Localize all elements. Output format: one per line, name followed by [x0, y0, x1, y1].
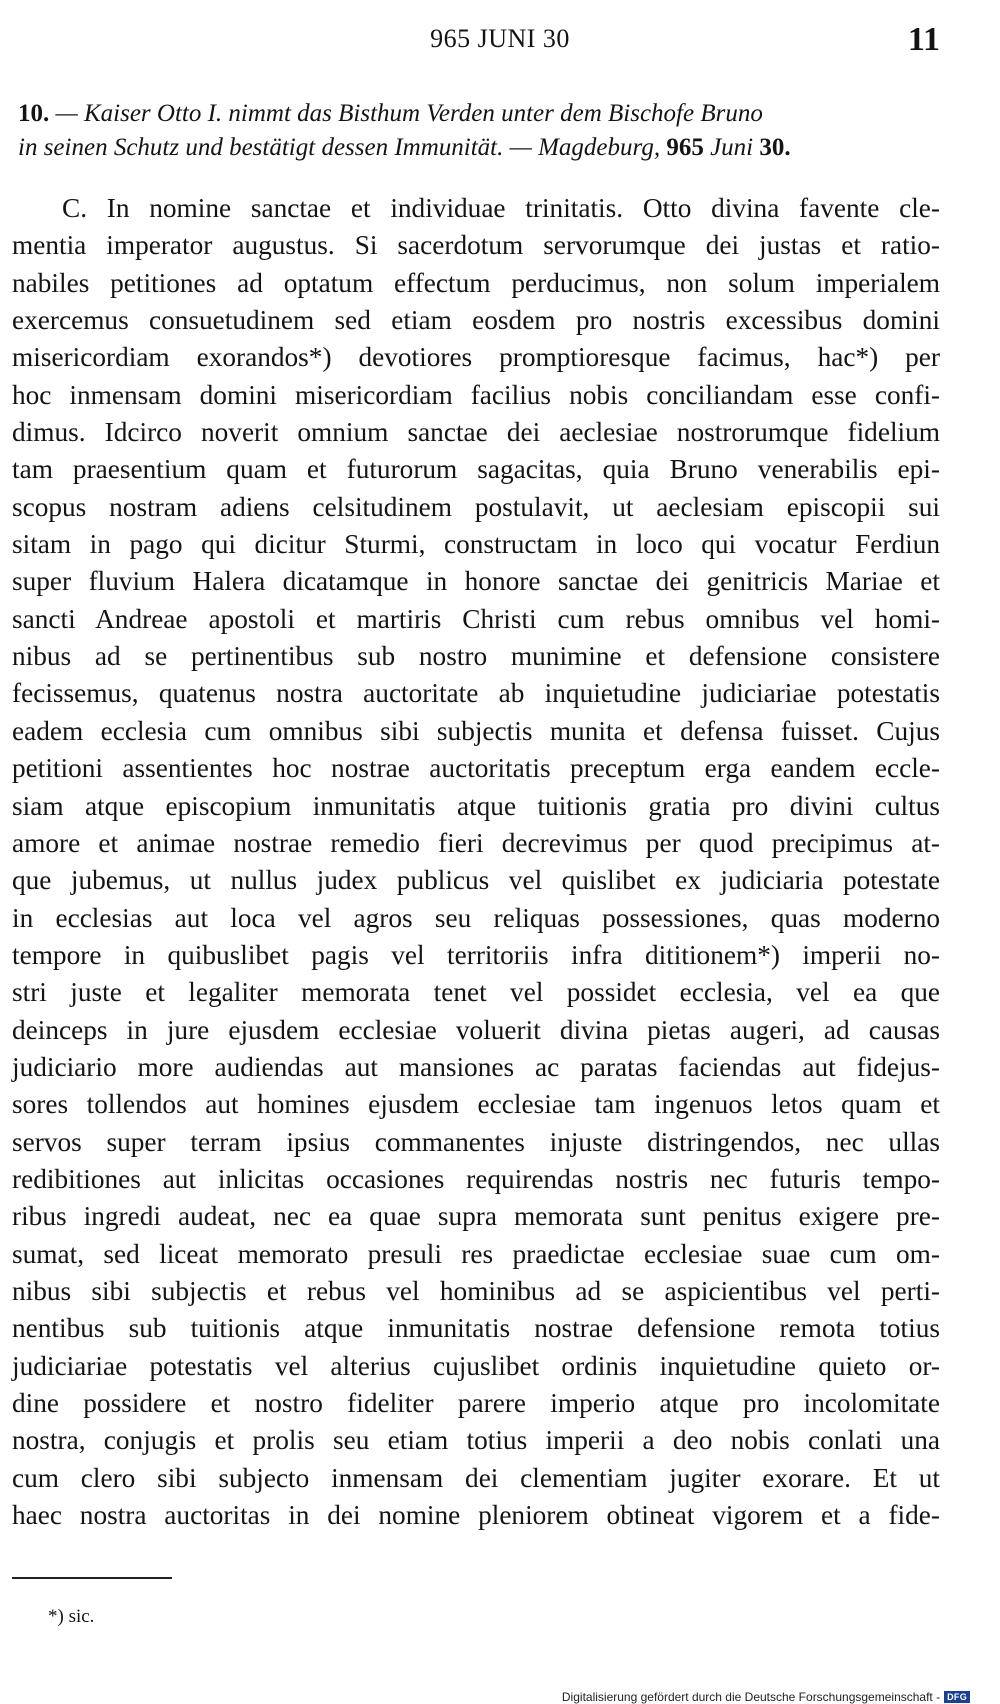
text-line: petitioni assentientes hoc nostrae auctoritatis preceptum erga eandem eccle- — [12, 753, 940, 784]
charter-text — [12, 190, 940, 1534]
text-line: tam praesentium quam et futurorum sagacitas, quia Bruno venerabilis epi- — [12, 454, 940, 485]
heading-year: 965 — [666, 134, 704, 161]
text-line: scopus nostram adiens celsitudinem postulavit, ut aeclesiam episcopii sui — [12, 491, 940, 522]
page-number: 11 — [907, 21, 940, 58]
text-line: nentibus sub tuitionis atque inmunitatis nostrae defensione remota totius — [12, 1313, 940, 1344]
text-line: exercemus consuetudinem sed etiam eosdem pro nostris excessibus domini — [12, 305, 940, 336]
text-line: eadem ecclesia cum omnibus sibi subjectis munita et defensa fuisset. Cujus — [12, 715, 940, 746]
heading-end: . — [784, 134, 791, 161]
heading-text-2: in seinen Schutz und bestätigt dessen Immunität. — Magdeburg, — [18, 134, 667, 161]
text-line: deinceps in jure ejusdem ecclesiae voluerit divina pietas augeri, ad causas — [12, 1014, 940, 1045]
footnote-divider — [12, 1577, 172, 1579]
text-line: nibus sibi subjectis et rebus vel hominibus ad se aspicientibus vel perti- — [12, 1275, 940, 1306]
heading-line-2 — [18, 131, 938, 165]
credit-text: Digitalisierung gefördert durch die Deutsche Forschungsgemeinschaft - — [561, 1690, 941, 1704]
text-line: dimus. Idcirco noverit omnium sanctae dei aeclesiae nostrorumque fidelium — [12, 417, 940, 448]
text-line: super fluvium Halera dicatamque in honore sanctae dei genitricis Mariae et — [12, 566, 940, 597]
dfg-logo: DFG — [944, 1691, 970, 1703]
text-line: sores tollendos aut homines ejusdem ecclesiae tam ingenuos letos quam et — [12, 1089, 940, 1120]
heading-text-1: — Kaiser Otto I. nimmt das Bisthum Verden unter dem Bischofe Bruno — [49, 100, 763, 127]
text-line: judiciariae potestatis vel alterius cujuslibet ordinis inquietudine quieto or- — [12, 1350, 940, 1381]
text-line: misericordiam exorandos*) devotiores promptioresque facimus, hac*) per — [12, 342, 940, 373]
text-line: fecissemus, quatenus nostra auctoritate ab inquietudine judiciariae potestatis — [12, 678, 940, 709]
text-line: que jubemus, ut nullus judex publicus vel quislibet ex judiciaria potestate — [12, 865, 940, 896]
text-line: C. In nomine sanctae et individuae trinitatis. Otto divina favente cle- — [62, 193, 940, 223]
text-line: cum clero sibi subjecto inmensam dei clementiam jugiter exorare. Et ut — [12, 1462, 940, 1493]
footnote: *) sic. — [48, 1606, 95, 1627]
running-head — [0, 18, 1000, 66]
text-line: hoc inmensam domini misericordiam facilius nobis conciliandam esse confi- — [12, 379, 940, 410]
document-number: 10. — [18, 100, 50, 127]
digitization-credit — [562, 1690, 970, 1704]
text-line: servos super terram ipsius commanentes injuste distringendos, nec ullas — [12, 1126, 940, 1157]
text-line: nostra, conjugis et prolis seu etiam totius imperii a deo nobis conlati una — [12, 1425, 940, 1456]
text-line: amore et animae nostrae remedio fieri decrevimus per quod precipimus at- — [12, 827, 940, 858]
heading-day: 30 — [759, 134, 785, 161]
text-line: nibus ad se pertinentibus sub nostro munimine et defensione consistere — [12, 641, 940, 672]
text-line: tempore in quibuslibet pagis vel territoriis infra dititionem*) imperii no- — [12, 939, 940, 970]
text-line: nabiles petitiones ad optatum effectum perducimus, non solum imperialem — [12, 267, 940, 298]
text-line: redibitiones aut inlicitas occasiones requirendas nostris nec futuris tempo- — [12, 1163, 940, 1194]
heading-line-1 — [18, 97, 938, 131]
text-line: mentia imperator augustus. Si sacerdotum servorumque dei justas et ratio- — [12, 230, 940, 261]
text-line: sancti Andreae apostoli et martiris Christi cum rebus omnibus vel homi- — [12, 603, 940, 634]
text-line: dine possidere et nostro fideliter parere imperio atque pro incolomitate — [12, 1388, 940, 1418]
text-line: siam atque episcopium inmunitatis atque tuitionis gratia pro divini cultus — [12, 790, 940, 821]
heading-text-3: Juni — [703, 134, 760, 161]
text-line: haec nostra auctoritas in dei nomine pleniorem obtineat vigorem et a fide- — [12, 1500, 940, 1531]
text-line: ribus ingredi audeat, nec ea quae supra memorata sunt penitus exigere pre- — [12, 1201, 940, 1232]
text-line: in ecclesias aut loca vel agros seu reliquas possessiones, quas moderno — [12, 902, 940, 933]
text-line: stri juste et legaliter memorata tenet vel possidet ecclesia, vel ea que — [12, 977, 940, 1008]
text-line: sumat, sed liceat memorato presuli res praedictae ecclesiae suae cum om- — [12, 1238, 940, 1269]
document-heading — [18, 97, 938, 165]
running-title: 965 JUNI 30 — [430, 24, 570, 53]
text-line: judiciario more audiendas aut mansiones ac paratas faciendas aut fidejus- — [12, 1051, 940, 1082]
text-line: sitam in pago qui dicitur Sturmi, constructam in loco qui vocatur Ferdiun — [12, 529, 940, 560]
